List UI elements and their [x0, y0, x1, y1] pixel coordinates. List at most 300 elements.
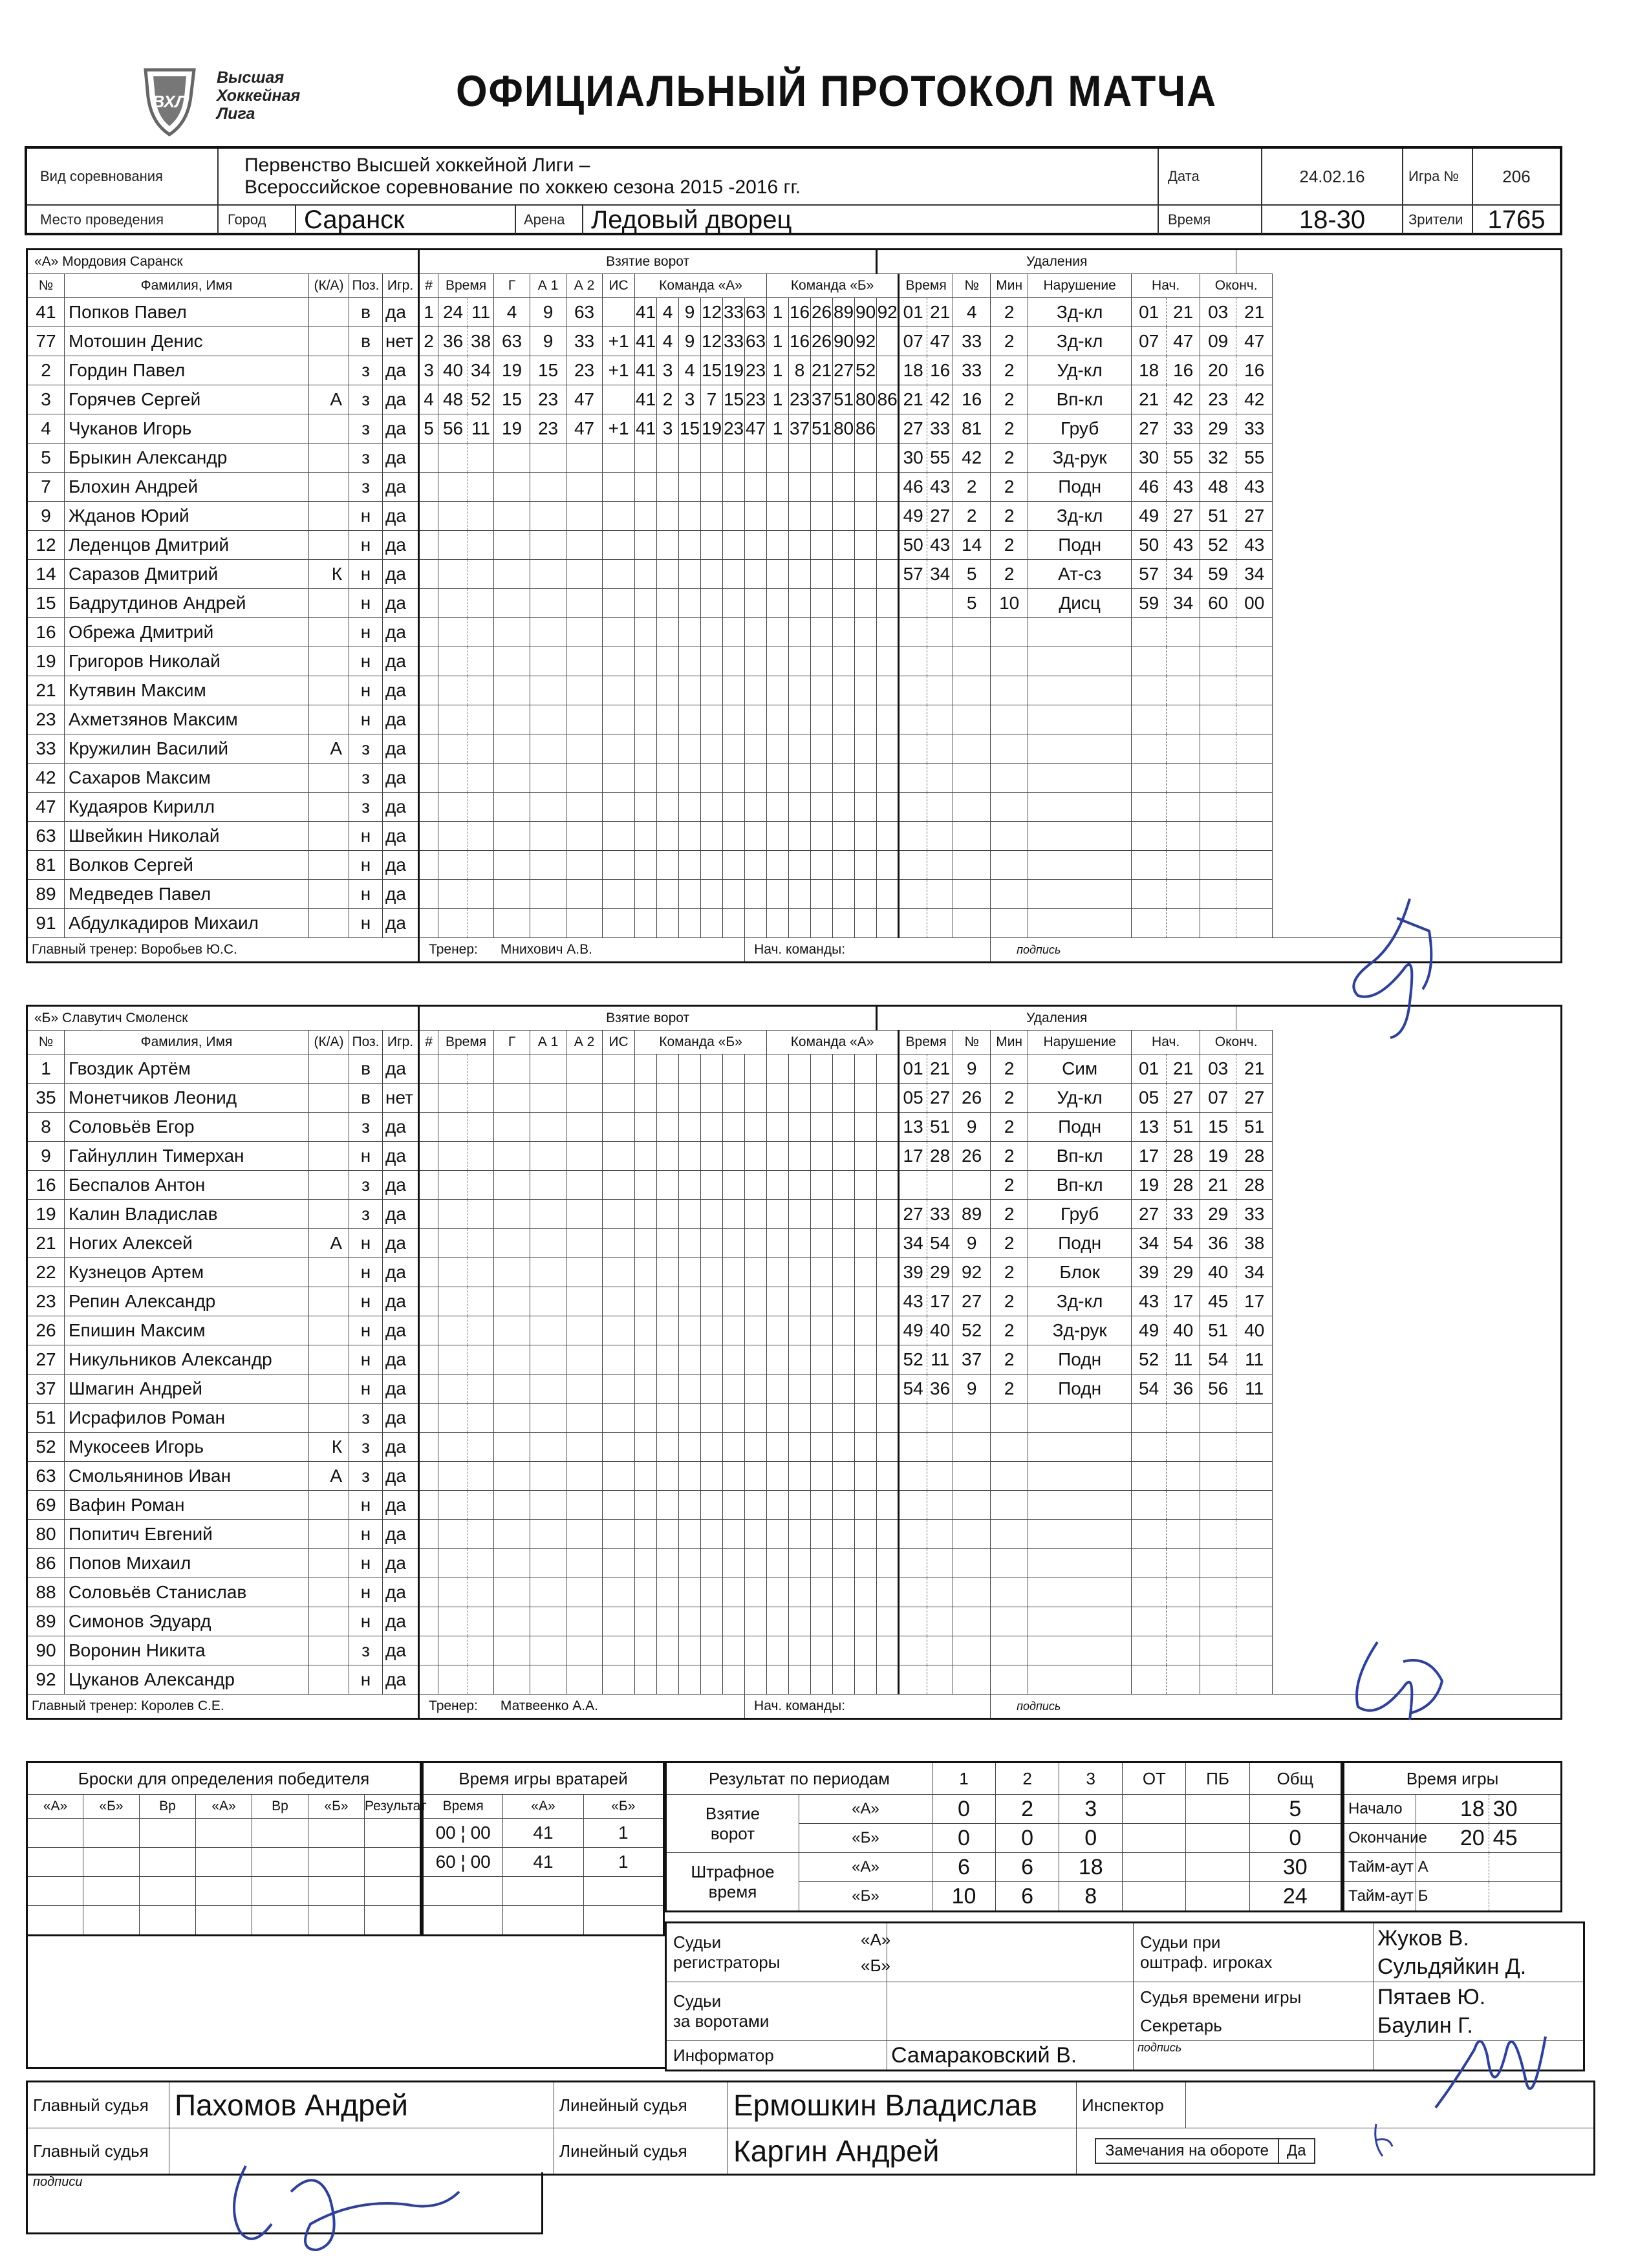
onice-team-b [855, 1636, 877, 1665]
onice-team-b [767, 1404, 789, 1433]
penalty-time-min: 54 [899, 1375, 927, 1404]
competition-label: Вид соревнования [27, 149, 219, 206]
penalty-start-sec [1167, 705, 1200, 734]
onice-team-b [811, 1054, 833, 1084]
penalty-time-sec [927, 1462, 953, 1491]
goal-situation [603, 1142, 635, 1171]
penalty-time-sec: 11 [927, 1345, 953, 1375]
onice-team-b [833, 1171, 855, 1200]
onice-team-a [657, 560, 679, 589]
penalty-player: 14 [953, 531, 991, 560]
onice-team-b [833, 1258, 855, 1287]
onice-team-a [701, 473, 723, 502]
penalty-col-header: Время [899, 274, 953, 298]
onice-team-b [877, 1375, 899, 1404]
goal-scorer [494, 1084, 530, 1113]
penalty-col-header: № [953, 274, 991, 298]
penalty-start-min [1132, 1433, 1167, 1462]
player-position: н [349, 851, 383, 880]
penalty-time-min [899, 1578, 927, 1607]
onice-team-a [723, 822, 745, 851]
competition-line2: Всероссийское соревнование по хоккею сезона 2015 -2016 гг. [244, 177, 801, 198]
penalty-end-sec [1236, 1462, 1273, 1491]
player-row [27, 705, 1562, 734]
onice-team-a: 12 [701, 327, 723, 356]
penalty-minutes [991, 1578, 1028, 1607]
inspector-label: Инспектор [1077, 2082, 1186, 2128]
penalty-minutes: 2 [991, 1084, 1028, 1113]
goal-assist-1 [530, 1520, 566, 1549]
player-number: 89 [27, 880, 65, 909]
player-number: 22 [27, 1258, 65, 1287]
goal-scorer [494, 822, 530, 851]
onice-team-a [657, 1113, 679, 1142]
onice-team-a: 15 [701, 356, 723, 385]
penalty-player: 92 [953, 1258, 991, 1287]
goal-assist-2 [566, 880, 603, 909]
onice-team-b [767, 1520, 789, 1549]
goal-assist-1 [530, 1316, 566, 1345]
onice-team-a [635, 764, 657, 793]
penalty-end-min [1200, 909, 1236, 938]
player-played: да [383, 1549, 419, 1578]
penalty-time-min [899, 764, 927, 793]
signature-remarks-icon [1370, 2121, 1396, 2159]
goal-time-sec [468, 1433, 494, 1462]
onice-team-a [657, 1084, 679, 1113]
onice-team-a [701, 1345, 723, 1375]
shootout-cell [365, 1848, 421, 1877]
player-row [27, 385, 1562, 414]
goal-col-header: ИС [603, 274, 635, 298]
onice-team-b [855, 1345, 877, 1375]
penalty-end-sec: 38 [1236, 1229, 1273, 1258]
goalie-col-header: «А» [503, 1795, 583, 1819]
onice-team-a [723, 1113, 745, 1142]
player-name: Мукосеев Игорь [65, 1433, 309, 1462]
penalty-minutes [991, 1433, 1028, 1462]
goal-time-min [438, 444, 468, 473]
goal-time-sec [468, 1142, 494, 1171]
penalty-start-min: 49 [1132, 1316, 1167, 1345]
onice-team-b [877, 473, 899, 502]
player-number: 37 [27, 1375, 65, 1404]
player-number: 21 [27, 1229, 65, 1258]
player-number: 26 [27, 1316, 65, 1345]
penalty-start-sec [1167, 647, 1200, 676]
player-row [27, 1375, 1562, 1404]
penalty-infraction [1028, 647, 1132, 676]
onice-team-b [789, 1142, 811, 1171]
penalty-time-sec [927, 1607, 953, 1636]
logo-mark: ВХЛ [152, 92, 187, 111]
onice-team-a [679, 1200, 701, 1229]
penalty-infraction: Зд-кл [1028, 1287, 1132, 1316]
shootout-cell [365, 1819, 421, 1848]
onice-team-b [811, 764, 833, 793]
onice-team-b [877, 1404, 899, 1433]
penalty-time-sec [927, 1171, 953, 1200]
goal-assist-2 [566, 1462, 603, 1491]
onice-team-b [833, 589, 855, 618]
penalty-player: 9 [953, 1375, 991, 1404]
player-row [27, 618, 1562, 647]
goal-situation [603, 1171, 635, 1200]
player-position: з [349, 473, 383, 502]
goal-time-sec [468, 1054, 494, 1084]
onice-team-a [635, 444, 657, 473]
onice-team-a [657, 1375, 679, 1404]
period-value: 0 [996, 1824, 1059, 1853]
onice-team-b [855, 589, 877, 618]
head-coach [27, 938, 419, 963]
onice-team-a [745, 1142, 767, 1171]
penalty-infraction: Зд-кл [1028, 327, 1132, 356]
onice-team-b [877, 1607, 899, 1636]
player-row [27, 1171, 1562, 1200]
onice-team-a [657, 1142, 679, 1171]
penalty-time-min [899, 1607, 927, 1636]
onice-team-b [789, 1316, 811, 1345]
onice-team-a [657, 1636, 679, 1665]
player-played: да [383, 444, 419, 473]
player-played: да [383, 1287, 419, 1316]
penalty-start-min: 05 [1132, 1084, 1167, 1113]
registrar-b-label: «Б» [861, 1956, 890, 1975]
goal-situation [603, 1200, 635, 1229]
onice-team-a [679, 851, 701, 880]
onice-team-a [745, 1433, 767, 1462]
player-row [27, 502, 1562, 531]
penalty-end-min: 54 [1200, 1345, 1236, 1375]
onice-team-b [811, 705, 833, 734]
goal-assist-1 [530, 473, 566, 502]
onice-team-b [877, 1229, 899, 1258]
onice-team-a [723, 1520, 745, 1549]
player-position: н [349, 531, 383, 560]
onice-team-b [877, 1433, 899, 1462]
penalty-start-sec: 34 [1167, 560, 1200, 589]
onice-team-a [723, 1404, 745, 1433]
onice-team-b [877, 764, 899, 793]
player-number: 9 [27, 502, 65, 531]
player-played: да [383, 414, 419, 444]
player-name: Волков Сергей [65, 851, 309, 880]
penalty-start-min: 43 [1132, 1287, 1167, 1316]
player-played: да [383, 1171, 419, 1200]
goal-number [419, 647, 438, 676]
onice-team-b [833, 793, 855, 822]
onice-team-a [635, 1142, 657, 1171]
penalty-player [953, 880, 991, 909]
player-position: з [349, 444, 383, 473]
onice-team-a [635, 676, 657, 705]
penalty-time-min [899, 851, 927, 880]
player-position: н [349, 705, 383, 734]
game-time-row [1344, 1853, 1562, 1882]
penalty-player: 52 [953, 1316, 991, 1345]
player-number: 2 [27, 356, 65, 385]
shootout-col-header: «А» [27, 1795, 83, 1819]
onice-team-b [767, 531, 789, 560]
goalie-time-min: 00 [435, 1823, 456, 1843]
player-position: з [349, 1462, 383, 1491]
goal-assist-1 [530, 1433, 566, 1462]
penalty-end-sec [1236, 851, 1273, 880]
onice-team-a [745, 880, 767, 909]
onice-team-a [635, 1171, 657, 1200]
goal-time-min [438, 1171, 468, 1200]
onice-team-a [679, 473, 701, 502]
penalty-time-sec [927, 793, 953, 822]
penalty-minutes: 2 [991, 1345, 1028, 1375]
goal-assist-1 [530, 647, 566, 676]
penalty-infraction: Подн [1028, 1345, 1132, 1375]
onice-team-a [635, 851, 657, 880]
goal-scorer [494, 589, 530, 618]
onice-team-a [745, 1054, 767, 1084]
goal-number [419, 880, 438, 909]
penalty-player [953, 618, 991, 647]
onice-team-b [811, 1084, 833, 1113]
goal-scorer [494, 764, 530, 793]
goal-time-min [438, 880, 468, 909]
penalty-time-min [899, 589, 927, 618]
signature-b-icon [1332, 1629, 1461, 1733]
onice-team-b [767, 1171, 789, 1200]
penalty-start-min [1132, 647, 1167, 676]
penalty-end-min: 48 [1200, 473, 1236, 502]
player-role [309, 1113, 349, 1142]
onice-team-b [833, 1491, 855, 1520]
player-role: А [309, 1462, 349, 1491]
goal-situation [603, 298, 635, 327]
goal-assist-1 [530, 1404, 566, 1433]
period-value: 18 [1059, 1853, 1123, 1882]
penalty-start-sec: 47 [1167, 327, 1200, 356]
penalty-end-sec [1236, 1520, 1273, 1549]
player-position: з [349, 793, 383, 822]
player-row [27, 734, 1562, 764]
signatures-label: подписи [33, 2175, 83, 2189]
penalty-player [953, 705, 991, 734]
goals-label-line1: Взятие [705, 1803, 760, 1823]
penalty-infraction: Груб [1028, 414, 1132, 444]
onice-team-b [789, 1404, 811, 1433]
player-role [309, 1491, 349, 1520]
penalty-end-min: 45 [1200, 1287, 1236, 1316]
onice-team-a [679, 676, 701, 705]
onice-team-a [657, 1491, 679, 1520]
player-number: 1 [27, 1054, 65, 1084]
player-role [309, 909, 349, 938]
penalty-end-sec [1236, 705, 1273, 734]
player-number: 7 [27, 473, 65, 502]
player-played: да [383, 1142, 419, 1171]
player-row [27, 560, 1562, 589]
goal-assist-2 [566, 1142, 603, 1171]
shootout-cell [196, 1848, 252, 1877]
penalty-time-min [899, 1520, 927, 1549]
penalty-end-min: 36 [1200, 1229, 1236, 1258]
period-value [1186, 1795, 1249, 1824]
player-name: Симонов Эдуард [65, 1607, 309, 1636]
goal-assist-1 [530, 1345, 566, 1375]
player-name: Вафин Роман [65, 1491, 309, 1520]
shootout-row [27, 1819, 421, 1848]
player-played: да [383, 531, 419, 560]
goal-time-min [438, 1229, 468, 1258]
goal-situation: +1 [603, 356, 635, 385]
penalty-end-min [1200, 822, 1236, 851]
onice-team-a [657, 647, 679, 676]
onice-team-b [833, 1404, 855, 1433]
onice-team-b [767, 1200, 789, 1229]
penalty-infraction: Сим [1028, 1054, 1132, 1084]
penalty-minutes [991, 909, 1028, 938]
onice-team-b [767, 1258, 789, 1287]
penalty-start-sec: 28 [1167, 1171, 1200, 1200]
onice-team-a: 33 [723, 298, 745, 327]
onice-team-b [877, 502, 899, 531]
onice-team-a [657, 1171, 679, 1200]
goal-col-header: А 1 [530, 274, 566, 298]
onice-team-b [855, 1375, 877, 1404]
goal-assist-2 [566, 502, 603, 531]
goalie-row [423, 1848, 664, 1877]
onice-team-a [657, 1433, 679, 1462]
competition-line1: Первенство Высшей хоккейной Лиги – [244, 155, 590, 176]
onice-team-a: 23 [723, 414, 745, 444]
penalty-end-sec [1236, 1549, 1273, 1578]
player-played: да [383, 589, 419, 618]
onice-team-b [811, 502, 833, 531]
goal-number [419, 1520, 438, 1549]
penalty-end-min [1200, 793, 1236, 822]
onice-team-b: 90 [833, 327, 855, 356]
onice-team-b [855, 793, 877, 822]
shootout-col-header: Вр [252, 1795, 308, 1819]
game-time-minutes [1489, 1882, 1561, 1912]
player-played: да [383, 1607, 419, 1636]
goal-scorer [494, 1200, 530, 1229]
goal-situation [603, 880, 635, 909]
col-name-header: Фамилия, Имя [65, 1031, 309, 1054]
onice-team-a [679, 793, 701, 822]
player-position: н [349, 1491, 383, 1520]
onice-team-a: 15 [679, 414, 701, 444]
penalty-start-min: 27 [1132, 1200, 1167, 1229]
penalty-player: 5 [953, 560, 991, 589]
goal-situation [603, 1084, 635, 1113]
period-row [666, 1795, 1342, 1824]
onice-team-a [723, 1665, 745, 1695]
onice-team-b [767, 793, 789, 822]
penalty-minutes [991, 1665, 1028, 1695]
onice-team-b [811, 1258, 833, 1287]
period-row [666, 1853, 1342, 1882]
penalty-end-min [1200, 1636, 1236, 1665]
penalty-minutes: 2 [991, 560, 1028, 589]
goal-assist-1 [530, 1084, 566, 1113]
goal-scorer [494, 1171, 530, 1200]
shootout-cell [27, 1819, 83, 1848]
game-time-hours: 18 [1416, 1795, 1489, 1824]
player-played: да [383, 1636, 419, 1665]
onice-team-a: 3 [657, 414, 679, 444]
onice-team-b [767, 647, 789, 676]
goal-number [419, 502, 438, 531]
player-number: 19 [27, 1200, 65, 1229]
goal-time-sec: 52 [468, 385, 494, 414]
shootout-cell [252, 1877, 308, 1906]
penalty-infraction [1028, 1491, 1132, 1520]
onice-team-b: 86 [855, 414, 877, 444]
penalty-minutes: 2 [991, 1142, 1028, 1171]
onice-team-b [877, 1549, 899, 1578]
onice-team-a [679, 618, 701, 647]
penalty-time-sec [927, 1433, 953, 1462]
goal-scorer [494, 880, 530, 909]
period-results-title: Результат по периодам [666, 1762, 932, 1795]
onice-team-b [811, 851, 833, 880]
linesman-label-1: Линейный судья [554, 2082, 728, 2128]
onice-team-b [789, 560, 811, 589]
penalty-minutes: 2 [991, 1375, 1028, 1404]
onice-team-a [679, 589, 701, 618]
onice-team-a [723, 502, 745, 531]
goalie-time-sec: 00 [470, 1852, 491, 1872]
penalty-end-min: 03 [1200, 1054, 1236, 1084]
penalty-minutes: 10 [991, 589, 1028, 618]
goal-time-sec [468, 1345, 494, 1375]
onice-team-b [767, 1433, 789, 1462]
goal-situation [603, 502, 635, 531]
penalty-start-sec [1167, 676, 1200, 705]
onice-team-a [679, 560, 701, 589]
player-number: 21 [27, 676, 65, 705]
onice-team-b [877, 1462, 899, 1491]
player-role: А [309, 385, 349, 414]
player-role [309, 531, 349, 560]
onice-team-b [789, 1433, 811, 1462]
player-row [27, 1433, 1562, 1462]
penalty-infraction [1028, 1404, 1132, 1433]
penalty-time-min [899, 734, 927, 764]
penalty-start-min: 54 [1132, 1375, 1167, 1404]
onice-team-a [679, 734, 701, 764]
onice-team-b [833, 502, 855, 531]
goalie-time-title: Время игры вратарей [423, 1762, 664, 1795]
goal-assist-1 [530, 1375, 566, 1404]
penalty-minutes [991, 793, 1028, 822]
player-row [27, 1316, 1562, 1345]
player-played: да [383, 909, 419, 938]
player-number: 89 [27, 1607, 65, 1636]
penalty-end-min: 20 [1200, 356, 1236, 385]
spectators-value: 1765 [1487, 205, 1546, 234]
goal-time-sec [468, 444, 494, 473]
goal-time-sec [468, 1316, 494, 1345]
onice-team-b [855, 1607, 877, 1636]
penalty-infraction: Груб [1028, 1200, 1132, 1229]
goal-time-min [438, 1491, 468, 1520]
penalty-time-min: 49 [899, 502, 927, 531]
onice-team-b [833, 618, 855, 647]
goalie-time-sec: 00 [470, 1823, 491, 1843]
goal-time-min [438, 560, 468, 589]
onice-team-b [767, 1375, 789, 1404]
